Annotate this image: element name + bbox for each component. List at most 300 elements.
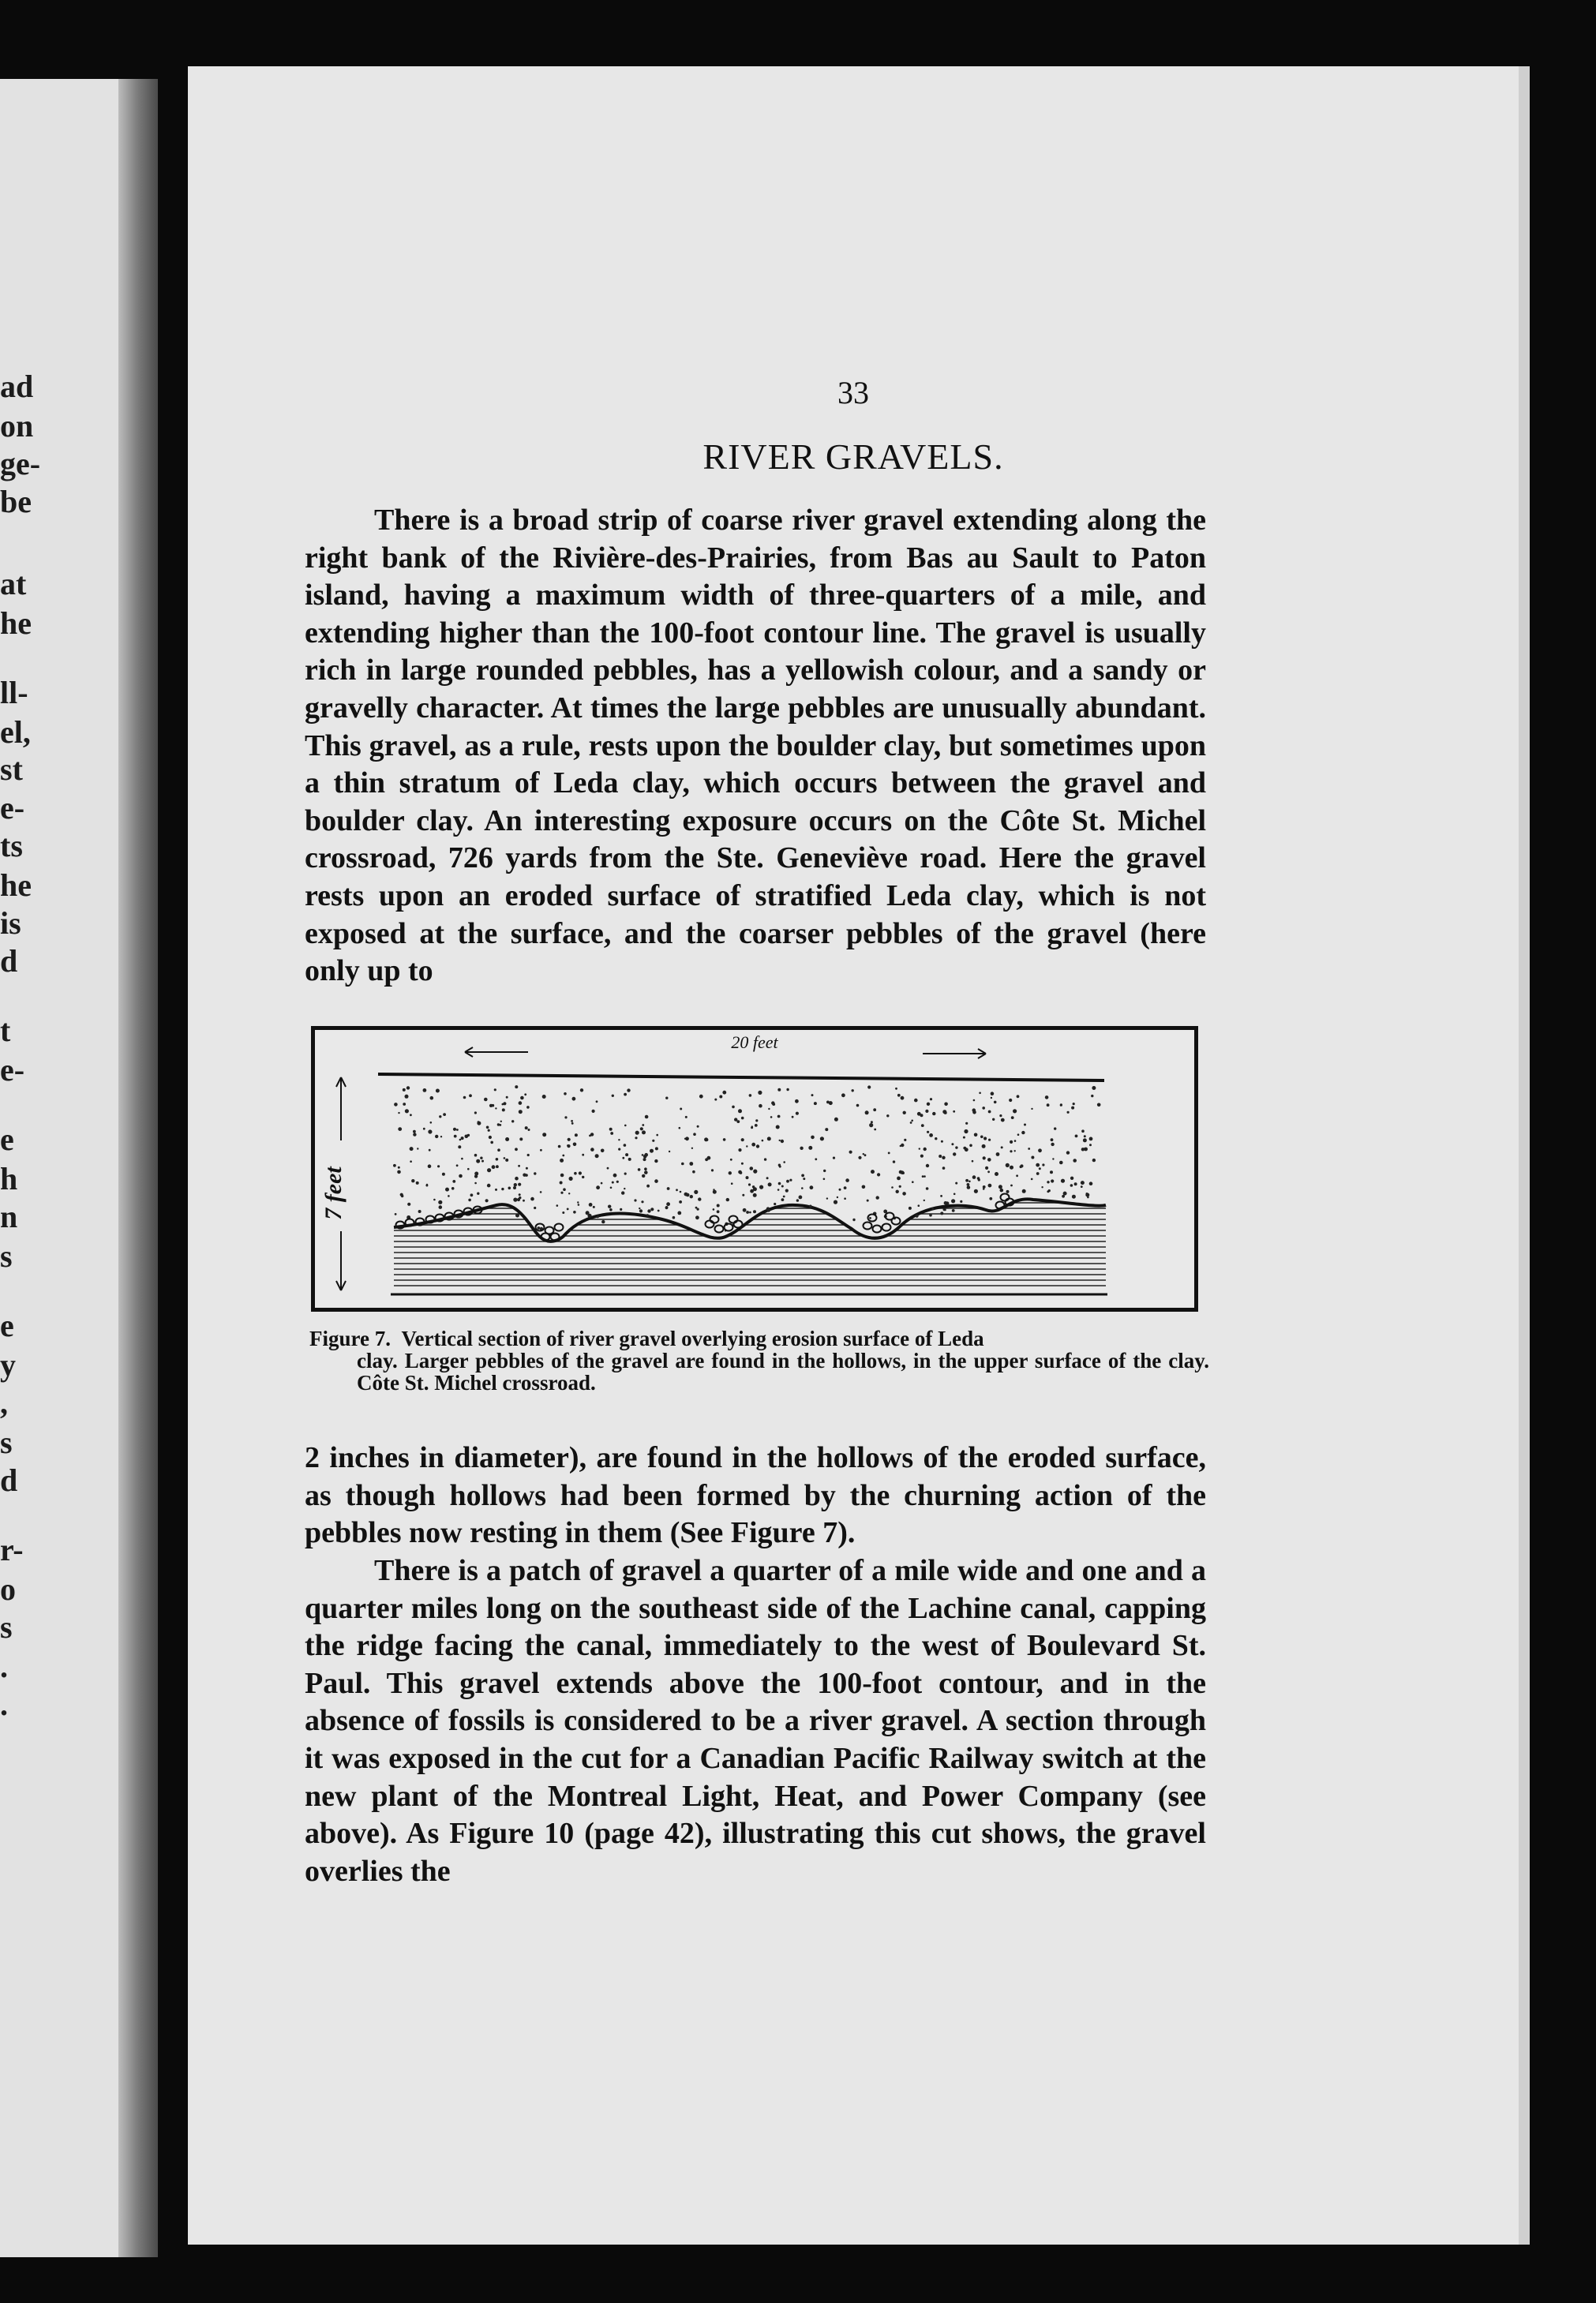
- gravel-grain: [468, 1199, 471, 1202]
- gravel-grain: [577, 1201, 579, 1203]
- gravel-grain: [1010, 1185, 1013, 1187]
- gravel-grain: [738, 1109, 742, 1113]
- gravel-grain: [695, 1215, 699, 1219]
- scale-label: 20 feet: [731, 1032, 778, 1052]
- gravel-grain: [910, 1122, 912, 1124]
- gravel-grain: [436, 1089, 440, 1093]
- gravel-grain: [655, 1147, 658, 1150]
- gravel-grain: [669, 1151, 670, 1152]
- gravel-grain: [1014, 1140, 1017, 1142]
- gravel-grain: [589, 1135, 591, 1137]
- gravel-grain: [932, 1112, 935, 1115]
- gravel-grain: [452, 1180, 455, 1183]
- gravel-grain: [487, 1168, 491, 1172]
- gravel-grain: [469, 1094, 472, 1097]
- gravel-grain: [654, 1179, 658, 1183]
- gravel-grain: [627, 1088, 630, 1092]
- gravel-grain: [438, 1200, 442, 1204]
- gravel-grain: [398, 1112, 399, 1114]
- gravel-grain: [983, 1156, 986, 1159]
- gravel-grain: [921, 1124, 924, 1127]
- large-pebble: [729, 1216, 738, 1223]
- gravel-grain: [534, 1172, 536, 1174]
- gravel-grain: [839, 1189, 841, 1191]
- gravel-grain: [474, 1111, 477, 1114]
- gravel-grain: [749, 1094, 752, 1097]
- gravel-grain: [575, 1133, 578, 1137]
- gravel-grain: [480, 1157, 482, 1159]
- gravel-grain: [679, 1127, 681, 1129]
- gravel-grain: [713, 1208, 715, 1211]
- gravel-grain: [397, 1170, 401, 1174]
- gravel-grain: [1092, 1086, 1096, 1090]
- gravel-grain: [467, 1168, 470, 1170]
- gravel-grain: [869, 1217, 871, 1219]
- gravel-grain: [456, 1164, 459, 1166]
- gravel-grain: [634, 1199, 636, 1201]
- gravel-grain: [953, 1110, 955, 1113]
- facing-page-edge: [0, 79, 158, 2257]
- gravel-grain: [1010, 1166, 1013, 1170]
- gravel-grain: [795, 1099, 799, 1103]
- gravel-grain: [684, 1138, 686, 1140]
- gravel-grain: [609, 1208, 613, 1211]
- section-title: RIVER GRAVELS.: [702, 436, 1004, 477]
- caption-continuation: clay. Larger pebbles of the gravel are found in the hollows, in the upper surface of the clay. Côte St. Michel crossroad.: [357, 1349, 1209, 1395]
- gravel-grain: [515, 1214, 519, 1218]
- gravel-grain: [644, 1170, 648, 1174]
- gravel-grain: [927, 1103, 930, 1106]
- gravel-grain: [1092, 1159, 1096, 1162]
- gravel-grain: [410, 1147, 414, 1151]
- gravel-grain: [952, 1209, 955, 1212]
- gravel-grain: [987, 1170, 990, 1173]
- gravel-grain: [478, 1121, 480, 1123]
- gravel-grain: [511, 1120, 514, 1122]
- gravel-grain: [1061, 1179, 1065, 1183]
- gravel-grain: [1097, 1103, 1101, 1107]
- gravel-grain: [525, 1126, 528, 1129]
- gravel-grain: [503, 1102, 506, 1105]
- gravel-grain: [474, 1154, 478, 1157]
- gravel-grain: [1006, 1190, 1010, 1193]
- gravel-grain: [711, 1169, 714, 1171]
- gravel-grain: [681, 1163, 684, 1166]
- gravel-grain: [413, 1133, 416, 1136]
- gravel-grain: [726, 1198, 729, 1201]
- gravel-grain: [490, 1141, 493, 1144]
- height-label: 7 feet: [320, 1166, 347, 1220]
- gravel-grain: [874, 1129, 876, 1131]
- gravel-grain: [579, 1171, 582, 1174]
- gravel-grain: [740, 1171, 743, 1174]
- gravel-grain: [519, 1193, 521, 1196]
- gravel-grain: [998, 1185, 1002, 1189]
- gravel-grain: [965, 1148, 968, 1152]
- gravel-grain: [942, 1166, 946, 1170]
- gravel-grain: [624, 1144, 627, 1147]
- gravel-grain: [571, 1122, 574, 1125]
- gravel-grain: [622, 1157, 624, 1159]
- gravel-grain: [1071, 1107, 1074, 1110]
- gravel-grain: [858, 1156, 861, 1159]
- gravel-grain: [1050, 1170, 1053, 1174]
- gravel-grain: [869, 1123, 873, 1127]
- gravel-grain: [612, 1095, 614, 1097]
- gravel-grain: [646, 1214, 649, 1216]
- gravel-grain: [560, 1159, 564, 1163]
- gravel-grain: [955, 1146, 957, 1148]
- gravel-grain: [430, 1096, 434, 1100]
- gravel-grain: [477, 1193, 479, 1195]
- gravel-grain: [841, 1093, 845, 1097]
- gravel-grain: [979, 1092, 981, 1095]
- gravel-grain: [1074, 1182, 1077, 1185]
- gravel-grain: [398, 1166, 400, 1169]
- facing-page-fragment: be: [0, 484, 32, 519]
- gravel-grain: [759, 1104, 762, 1108]
- gravel-grain: [437, 1165, 440, 1167]
- gravel-grain: [534, 1207, 536, 1209]
- gravel-grain: [563, 1188, 566, 1191]
- gravel-grain: [644, 1167, 647, 1170]
- gravel-grain: [401, 1195, 404, 1198]
- gravel-grain: [901, 1096, 905, 1100]
- gravel-grain: [800, 1147, 803, 1150]
- gravel-grain: [610, 1187, 613, 1189]
- gravel-grain: [862, 1185, 866, 1189]
- gravel-grain: [811, 1136, 815, 1140]
- gravel-grain: [991, 1097, 992, 1099]
- gravel-grain: [781, 1140, 784, 1143]
- facing-page-fragment: ,: [0, 1385, 8, 1421]
- gravel-grain: [642, 1130, 646, 1134]
- gravel-grain: [992, 1118, 995, 1121]
- gravel-grain: [833, 1157, 835, 1159]
- gravel-grain: [1017, 1133, 1020, 1136]
- gravel-grain: [965, 1179, 968, 1182]
- gravel-grain: [1062, 1195, 1065, 1198]
- gravel-grain: [426, 1184, 428, 1185]
- gravel-grain: [495, 1189, 497, 1191]
- gravel-grain: [796, 1112, 799, 1115]
- gravel-grain: [955, 1182, 957, 1185]
- gravel-grain: [741, 1163, 744, 1165]
- gravel-grain: [474, 1182, 477, 1185]
- gravel-grain: [901, 1144, 904, 1147]
- gravel-grain: [684, 1193, 688, 1196]
- gravel-grain: [968, 1181, 971, 1183]
- gravel-grain: [1052, 1158, 1054, 1159]
- facing-page-fragment: e-: [0, 1052, 25, 1088]
- gravel-grain: [969, 1144, 972, 1148]
- gravel-grain: [902, 1192, 906, 1196]
- gravel-grain: [920, 1155, 924, 1158]
- gravel-grain: [755, 1124, 758, 1127]
- gravel-grain: [930, 1098, 932, 1100]
- gravel-grain: [924, 1175, 926, 1178]
- gravel-grain: [1081, 1129, 1085, 1133]
- gravel-grain: [451, 1187, 455, 1190]
- gravel-grain: [596, 1185, 600, 1189]
- gravel-grain: [520, 1096, 524, 1100]
- gravel-grain: [1011, 1116, 1014, 1119]
- gravel-grain: [624, 1125, 627, 1127]
- gravel-grain: [789, 1179, 792, 1181]
- gravel-grain: [988, 1184, 992, 1188]
- gravel-grain: [767, 1137, 771, 1140]
- gravel-grain: [1084, 1135, 1086, 1137]
- gravel-grain: [799, 1196, 803, 1200]
- gravel-grain: [972, 1160, 974, 1163]
- gravel-grain: [608, 1205, 611, 1208]
- gravel-grain: [485, 1199, 489, 1202]
- gravel-grain: [1009, 1099, 1012, 1102]
- gravel-grain: [569, 1177, 573, 1181]
- gravel-grain: [496, 1158, 499, 1161]
- large-pebble: [873, 1226, 882, 1233]
- facing-page-fragment: ts: [0, 828, 23, 863]
- gravel-grain: [897, 1177, 901, 1181]
- gravel-grain: [886, 1114, 889, 1117]
- gravel-grain: [897, 1094, 901, 1097]
- gravel-grain: [476, 1159, 480, 1163]
- gravel-grain: [564, 1092, 567, 1095]
- gravel-grain: [750, 1166, 754, 1170]
- gravel-grain: [1022, 1189, 1026, 1193]
- gravel-grain: [922, 1175, 924, 1178]
- gravel-grain: [899, 1185, 901, 1188]
- gravel-grain: [783, 1161, 785, 1163]
- gravel-grain: [1066, 1151, 1070, 1154]
- gravel-grain: [433, 1199, 436, 1201]
- facing-page-fragment: .: [0, 1649, 8, 1684]
- gravel-grain: [698, 1197, 701, 1200]
- gravel-grain: [624, 1173, 627, 1175]
- gravel-grain: [442, 1173, 445, 1176]
- gravel-grain: [834, 1118, 838, 1122]
- gravel-grain: [891, 1186, 894, 1189]
- gravel-grain: [560, 1174, 564, 1178]
- gravel-grain: [610, 1132, 613, 1135]
- gravel-grain: [621, 1191, 624, 1194]
- gravel-grain: [650, 1149, 654, 1153]
- gravel-grain: [924, 1200, 925, 1201]
- gravel-grain: [586, 1211, 590, 1215]
- gravel-grain: [1070, 1177, 1073, 1180]
- gravel-grain: [416, 1181, 419, 1185]
- gravel-grain: [983, 1188, 985, 1190]
- gravel-grain: [940, 1195, 942, 1197]
- gravel-grain: [601, 1182, 603, 1185]
- gravel-grain: [1081, 1185, 1083, 1188]
- gravel-grain: [837, 1196, 838, 1198]
- gravel-grain: [994, 1101, 997, 1104]
- gravel-grain: [562, 1155, 564, 1157]
- gravel-grain: [1047, 1190, 1049, 1193]
- facing-page-fragment: at: [0, 566, 27, 601]
- gravel-grain: [1089, 1137, 1093, 1141]
- gravel-grain: [741, 1138, 744, 1141]
- gravel-grain: [526, 1167, 528, 1170]
- gravel-grain: [888, 1152, 890, 1155]
- facing-page-fragment: t: [0, 1013, 11, 1048]
- gravel-grain: [1001, 1118, 1005, 1122]
- gravel-grain: [394, 1103, 398, 1107]
- large-pebble: [734, 1221, 743, 1228]
- gravel-grain: [423, 1128, 425, 1130]
- gravel-grain: [672, 1216, 676, 1219]
- gravel-grain: [689, 1162, 693, 1166]
- paragraph-3: There is a patch of gravel a quarter of a mile wide and one and a quarter miles long on the southeast side of the Lachine canal, capping the ridge facing the canal, immediately to the west of Boulevard St. Paul. This gravel extends above the 100-foot contour, and in the absence of fossils is considered to be a river gravel. A section through it was exposed in the cut for a Canadian Pacific Railway switch at the new plant of the Montreal Light, Heat, and Power Company (see above). As Figure 10 (page 42), illustrating this cut shows, the gravel overlies the: [305, 1554, 1206, 1888]
- facing-page-fragment: r-: [0, 1532, 24, 1567]
- gravel-grain: [778, 1164, 781, 1166]
- large-pebble: [710, 1216, 719, 1223]
- gravel-grain: [492, 1104, 495, 1107]
- gravel-grain: [410, 1160, 412, 1163]
- gravel-grain: [486, 1126, 489, 1129]
- gravel-grain: [989, 1197, 992, 1200]
- gravel-grain: [829, 1101, 833, 1105]
- gravel-grain: [777, 1088, 781, 1092]
- gravel-grain: [519, 1137, 523, 1140]
- gravel-grain: [732, 1106, 735, 1109]
- gravel-grain: [893, 1160, 895, 1163]
- gravel-grain: [613, 1174, 617, 1178]
- gravel-grain: [926, 1164, 929, 1167]
- gravel-grain: [505, 1159, 508, 1162]
- gravel-grain: [759, 1185, 763, 1189]
- gravel-grain: [595, 1154, 599, 1158]
- gravel-grain: [820, 1137, 824, 1140]
- gravel-grain: [909, 1207, 912, 1210]
- gravel-grain: [810, 1185, 814, 1189]
- gravel-grain: [823, 1170, 826, 1172]
- gravel-grain: [515, 1085, 518, 1088]
- gravel-grain: [667, 1187, 670, 1190]
- gravel-grain: [423, 1088, 427, 1092]
- gravel-grain: [666, 1202, 670, 1206]
- gravel-grain: [729, 1171, 732, 1174]
- gravel-grain: [785, 1189, 789, 1193]
- gravel-grain: [944, 1111, 947, 1114]
- gravel-grain: [524, 1093, 526, 1095]
- gravel-grain: [560, 1181, 563, 1185]
- gravel-grain: [914, 1099, 918, 1103]
- gravel-grain: [590, 1148, 594, 1152]
- gravel-grain: [527, 1154, 530, 1156]
- gravel-grain: [439, 1115, 441, 1118]
- gravel-grain: [792, 1116, 794, 1118]
- gravel-grain: [1081, 1148, 1085, 1151]
- erosion-surface: [394, 1199, 1106, 1241]
- gravel-grain: [573, 1143, 577, 1147]
- gravel-grain: [405, 1095, 409, 1099]
- gravel-grain: [758, 1091, 762, 1095]
- gravel-grain: [647, 1209, 650, 1212]
- gravel-grain: [1028, 1148, 1030, 1150]
- gravel-grain: [513, 1198, 517, 1202]
- gravel-grain: [746, 1176, 749, 1179]
- gravel-grain: [616, 1181, 619, 1183]
- gravel-grain: [749, 1211, 751, 1214]
- gravel-grain: [1031, 1108, 1032, 1110]
- gravel-grain: [487, 1184, 491, 1188]
- gravel-grain: [1036, 1172, 1040, 1175]
- gravel-grain: [1010, 1150, 1012, 1152]
- gravel-grain: [694, 1190, 698, 1194]
- gravel-grain: [578, 1204, 580, 1206]
- gravel-grain: [697, 1125, 699, 1128]
- gravel-grain: [777, 1189, 780, 1191]
- gravel-grain: [764, 1158, 766, 1160]
- gravel-grain: [502, 1103, 504, 1106]
- gravel-grain: [903, 1111, 906, 1114]
- gravel-grain: [988, 1110, 991, 1114]
- gravel-grain: [1013, 1110, 1016, 1113]
- gravel-grain: [403, 1103, 406, 1106]
- gravel-grain: [706, 1139, 708, 1141]
- gravel-grain: [766, 1177, 769, 1179]
- gravel-grain: [656, 1134, 658, 1137]
- paragraph-2: 2 inches in diameter), are found in the hollows of the eroded surface, as though hollows had been formed by the churning action of the pebbles now resting in them (See Figure 7).: [305, 1441, 1206, 1550]
- gravel-grain: [867, 1085, 871, 1088]
- gravel-grain: [519, 1196, 521, 1199]
- gravel-grain: [751, 1125, 753, 1127]
- gravel-grain: [465, 1135, 469, 1139]
- facing-page-fragment: y: [0, 1347, 16, 1383]
- gravel-grain: [911, 1120, 913, 1122]
- gravel-grain: [719, 1095, 722, 1099]
- gravel-grain: [568, 1138, 571, 1141]
- gravel-grain: [443, 1113, 446, 1116]
- gravel-grain: [1089, 1181, 1093, 1185]
- gravel-grain: [722, 1091, 726, 1095]
- gravel-grain: [973, 1099, 976, 1102]
- facing-page-fragment: o: [0, 1571, 16, 1607]
- gravel-grain: [1001, 1146, 1003, 1148]
- gravel-grain: [515, 1148, 518, 1151]
- ground-surface-line: [378, 1074, 1104, 1080]
- gravel-grain: [525, 1174, 528, 1177]
- gravel-grain: [410, 1114, 412, 1116]
- gravel-grain: [573, 1211, 576, 1214]
- gravel-grain: [699, 1095, 703, 1099]
- gravel-grain: [852, 1219, 855, 1221]
- gravel-grain: [628, 1158, 631, 1161]
- facing-page-fragment: ad: [0, 369, 34, 404]
- gravel-grain: [635, 1137, 637, 1139]
- gravel-grain: [951, 1199, 955, 1203]
- gravel-grain: [823, 1178, 826, 1181]
- gravel-grain: [519, 1110, 523, 1114]
- gravel-grain: [453, 1128, 456, 1131]
- facing-page-fragment: d: [0, 1462, 18, 1498]
- gravel-grain: [514, 1183, 517, 1186]
- gravel-grain: [572, 1097, 576, 1101]
- gravel-grain: [677, 1211, 681, 1215]
- gravel-grain: [917, 1112, 921, 1116]
- gravel-grain: [991, 1092, 995, 1095]
- gravel-grain: [492, 1165, 496, 1169]
- facing-page-fragment: ge-: [0, 446, 41, 481]
- gravel-grain: [1060, 1104, 1062, 1107]
- gravel-grain: [964, 1129, 968, 1133]
- gravel-grain: [1047, 1181, 1049, 1183]
- gravel-grain: [825, 1128, 828, 1131]
- gravel-grain: [834, 1200, 837, 1204]
- gravel-grain: [693, 1133, 696, 1136]
